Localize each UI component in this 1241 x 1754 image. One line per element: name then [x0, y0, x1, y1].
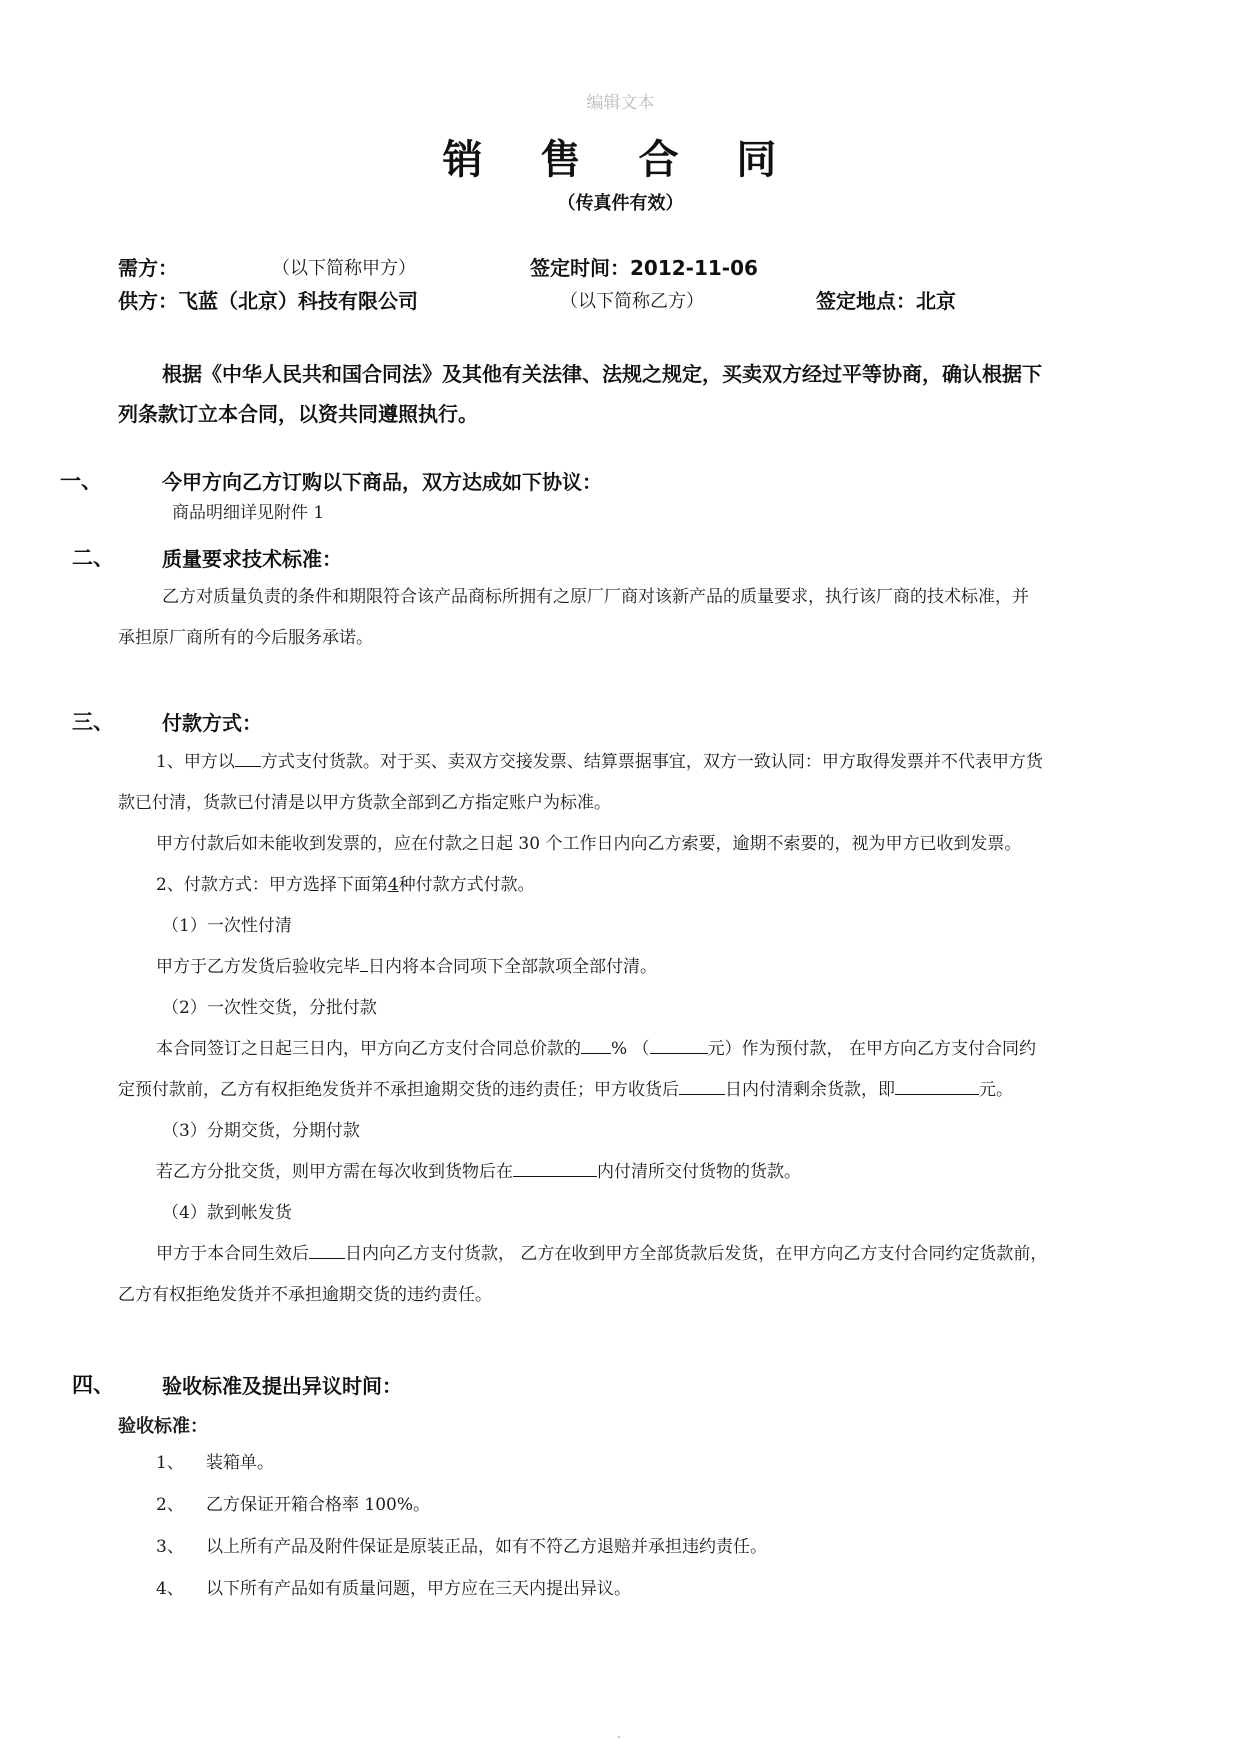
- section-2-number: 二、: [72, 546, 114, 570]
- acceptance-standard-label: 验收标准：: [118, 1416, 208, 1437]
- payment-choice-b: 种付款方式付款。: [398, 875, 535, 895]
- option-2-text-b: % （: [611, 1039, 650, 1059]
- page-subtitle: （传真件有效）: [557, 193, 684, 214]
- acceptance-item-3: 以上所有产品及附件保证是原装正品，如有不符乙方退赔并承担违约责任。: [206, 1537, 767, 1557]
- section-4-number: 四、: [72, 1373, 114, 1397]
- payment-method-blank: [235, 748, 261, 767]
- option-1-days-blank: [360, 953, 368, 972]
- option-2-text-d: 定预付款前，乙方有权拒绝发货并不承担逾期交货的违约责任；甲方收货后: [118, 1080, 679, 1100]
- seller-name: 供方：飞蓝（北京）科技有限公司: [118, 289, 418, 313]
- buyer-label: 需方：: [118, 256, 178, 280]
- option-4-days-blank: [309, 1240, 345, 1259]
- option-1-text-b: 日内将本合同项下全部款项全部付清。: [368, 957, 657, 977]
- sign-place: 签定地点：北京: [816, 289, 956, 313]
- acceptance-item-2-number: 2、: [156, 1495, 184, 1515]
- acceptance-item-1-number: 1、: [156, 1453, 184, 1473]
- payment-choice: [156, 870, 535, 895]
- invoice-clause: 甲方付款后如未能收到发票的，应在付款之日起 30 个工作日内向乙方索要，逾期不索要的，视为甲方已收到发票。: [156, 834, 1022, 854]
- acceptance-item-1: 装箱单。: [206, 1453, 274, 1473]
- option-3-text-a: 若乙方分批交货，则甲方需在每次收到货物后在: [156, 1162, 513, 1182]
- section-2-title: 质量要求技术标准：: [162, 547, 342, 571]
- option-3-title: （3）分期交货，分期付款: [162, 1121, 360, 1141]
- payment-choice-a: 2、付款方式：甲方选择下面第: [156, 875, 388, 895]
- option-1-text: [156, 952, 657, 977]
- page-dot: [618, 1736, 620, 1738]
- payment-clause-1-a: 1、甲方以: [156, 752, 235, 772]
- option-4-line-1: [156, 1239, 1047, 1264]
- section-2-line-2: 承担原厂商所有的今后服务承诺。: [118, 628, 373, 648]
- option-2-line-2: [118, 1075, 1013, 1100]
- option-2-remaining-blank: [895, 1076, 979, 1095]
- section-1-number: 一、: [60, 469, 102, 493]
- section-2-line-1: 乙方对质量负责的条件和期限符合该产品商标所拥有之原厂厂商对该新产品的质量要求，执行该厂商的技术标准，并: [162, 587, 1029, 607]
- acceptance-item-2: 乙方保证开箱合格率 100%。: [206, 1495, 431, 1515]
- payment-clause-1: [156, 747, 1043, 772]
- option-4-title: （4）款到帐发货: [162, 1203, 292, 1223]
- section-3-number: 三、: [72, 710, 114, 734]
- acceptance-item-4-number: 4、: [156, 1579, 184, 1599]
- option-3-text: [156, 1157, 801, 1182]
- acceptance-item-3-number: 3、: [156, 1537, 184, 1557]
- option-4-line-2: 乙方有权拒绝发货并不承担逾期交货的违约责任。: [118, 1285, 492, 1305]
- section-3-title: 付款方式：: [162, 711, 262, 735]
- option-1-title: （1）一次性付清: [162, 916, 292, 936]
- option-3-text-b: 内付清所交付货物的货款。: [597, 1162, 801, 1182]
- option-2-text-a: 本合同签订之日起三日内，甲方向乙方支付合同总价款的: [156, 1039, 581, 1059]
- option-3-period-blank: [513, 1158, 597, 1177]
- section-1-text: 商品明细详见附件 1: [172, 503, 325, 523]
- buyer-abbr: （以下简称甲方）: [272, 258, 416, 279]
- option-4-text-b: 日内向乙方支付货款， 乙方在收到甲方全部货款后发货，在甲方向乙方支付合同约定货款前，: [345, 1244, 1048, 1264]
- option-2-amount-blank: [650, 1035, 708, 1054]
- seller-abbr: （以下简称乙方）: [560, 291, 704, 312]
- payment-clause-1-c: 款已付清，货款已付清是以甲方货款全部到乙方指定账户为标准。: [118, 793, 611, 813]
- option-2-title: （2）一次性交货，分批付款: [162, 998, 377, 1018]
- edit-text-label[interactable]: 编辑文本: [586, 93, 655, 113]
- sign-time: 签定时间：2012-11-06: [530, 256, 758, 280]
- option-1-text-a: 甲方于乙方发货后验收完毕: [156, 957, 360, 977]
- acceptance-item-4: 以下所有产品如有质量问题，甲方应在三天内提出异议。: [206, 1579, 631, 1599]
- option-2-percent-blank: [581, 1035, 611, 1054]
- option-2-line-1: [156, 1034, 1036, 1059]
- option-2-text-f: 元。: [979, 1080, 1013, 1100]
- section-4-title: 验收标准及提出异议时间：: [162, 1374, 402, 1398]
- intro-line-2: 列条款订立本合同，以资共同遵照执行。: [118, 402, 478, 426]
- payment-choice-number: 4: [387, 875, 399, 895]
- option-2-text-c: 元）作为预付款， 在甲方向乙方支付合同约: [707, 1039, 1036, 1059]
- section-1-title: 今甲方向乙方订购以下商品，双方达成如下协议：: [162, 470, 602, 494]
- option-2-days-blank: [679, 1076, 725, 1095]
- option-2-text-e: 日内付清剩余货款，即: [725, 1080, 895, 1100]
- option-4-text-a: 甲方于本合同生效后: [156, 1244, 309, 1264]
- page-title: 销 售 合 同: [442, 137, 799, 183]
- intro-line-1: 根据《中华人民共和国合同法》及其他有关法律、法规之规定，买卖双方经过平等协商，确认根据下: [162, 362, 1042, 386]
- payment-clause-1-b: 方式支付货款。对于买、卖双方交接发票、结算票据事宜，双方一致认同：甲方取得发票并不代表甲方货: [260, 752, 1043, 772]
